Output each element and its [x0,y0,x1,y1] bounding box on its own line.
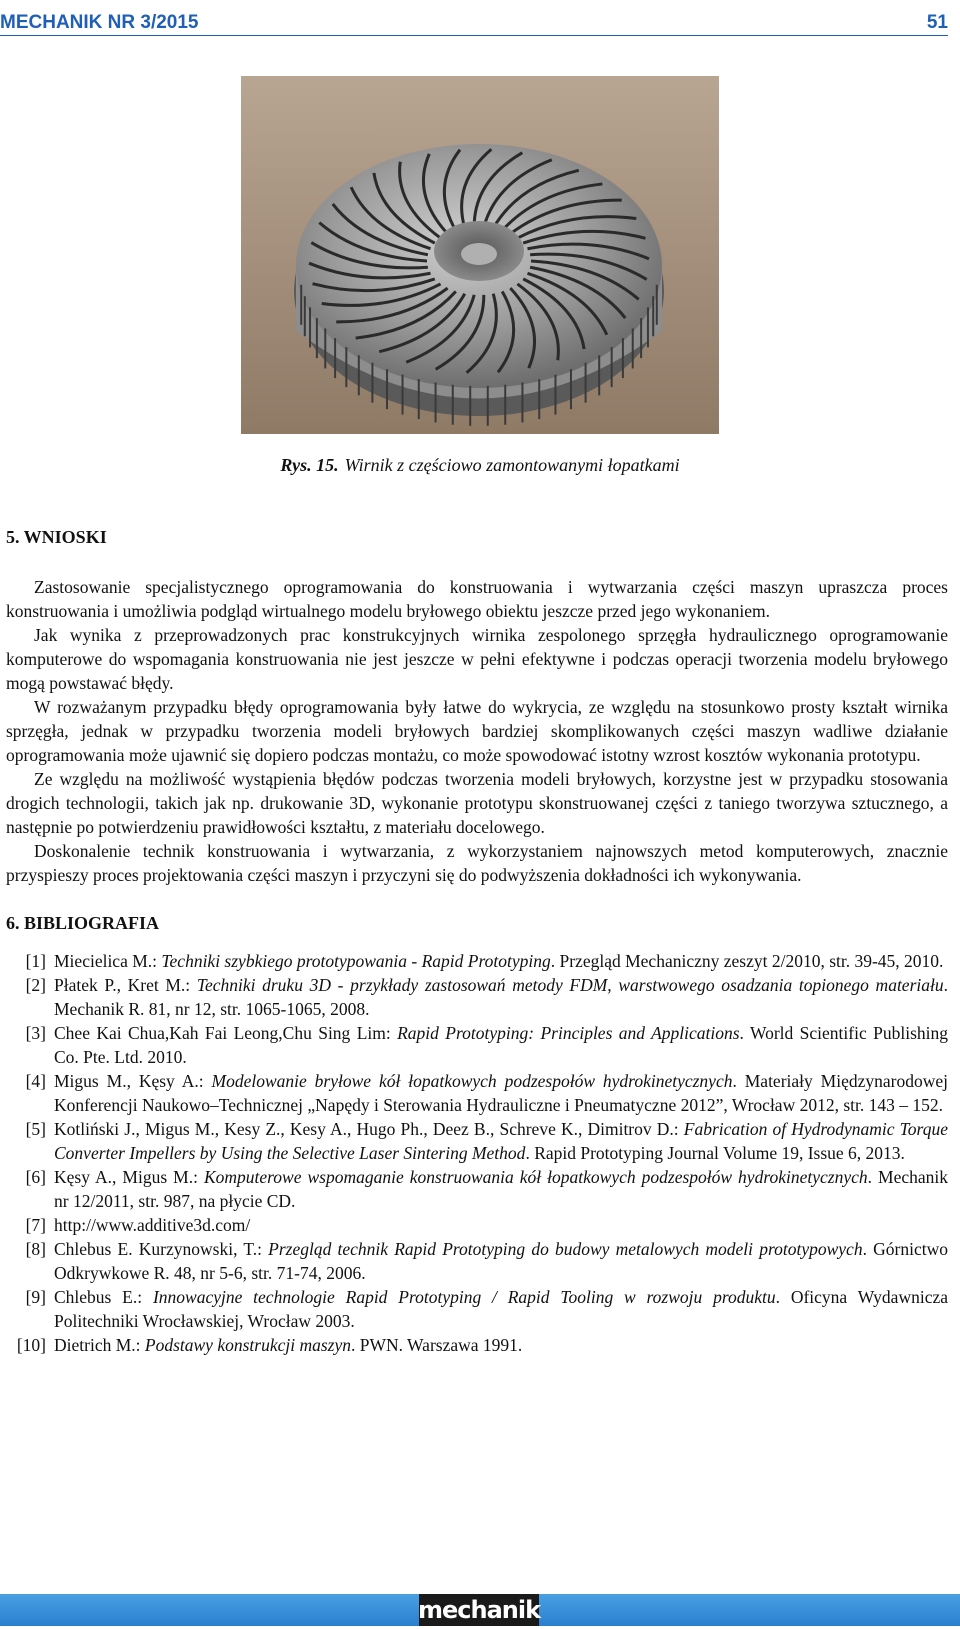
journal-issue: MECHANIK NR 3/2015 [0,12,199,33]
reference-authors: Chlebus E. Kurzynowski, T.: [54,1239,269,1259]
page-header [0,4,948,36]
figure-caption-text: Wirnik z częściowo zamontowanymi łopatkami [344,455,680,475]
paragraph: Ze względu na możliwość wystąpienia błędów podczas tworzenia modeli bryłowych, korzystne jest w przypadku stosowania drogich technologii, takich jak np. drukowanie 3D, wykonanie prototypu skonstruowanej części z taniego tworzywa sztucznego, a następnie po potwierdzeniu prawidłowości kształtu, z materiału docelowego. [6,769,948,837]
reference-authors: Migus M., Kęsy A.: [54,1071,212,1091]
reference-authors: Miecielica M.: [54,951,162,971]
reference-number: [10] [16,1335,46,1355]
reference-item [6,1213,948,1237]
reference-item [6,973,948,1021]
reference-authors: Chee Kai Chua,Kah Fai Leong,Chu Sing Lim: [54,1023,398,1043]
reference-link[interactable]: http://www.additive3d.com/ [54,1215,251,1235]
reference-item [6,1117,948,1165]
reference-details: . Rapid Prototyping Journal Volume 19, Issue 6, 2013. [525,1143,905,1163]
reference-title: Innowacyjne technologie Rapid Prototyping / Rapid Tooling w rozwoju produktu [152,1287,776,1307]
reference-authors: Kęsy A., Migus M.: [54,1167,204,1187]
reference-number: [4] [25,1071,46,1091]
reference-details: . Mechanik nr 12/2011, str. 987, na płycie CD. [54,1167,948,1211]
reference-number: [7] [25,1215,46,1235]
bibliography-list [6,949,948,1357]
section-title-bibliography: 6. BIBLIOGRAFIA [6,913,160,933]
figure-label: Rys. 15. [280,455,339,475]
reference-number: [2] [25,975,46,995]
impeller-photo [241,76,719,434]
reference-authors: Dietrich M.: [54,1335,145,1355]
paragraph: Doskonalenie technik konstruowania i wytwarzania, z wykorzystaniem najnowszych metod komputerowych, znacznie przyspieszy proces projektowania części maszyn i przyczyni się do podwyższenia dokładności ich wykonywania. [6,841,948,885]
reference-title: Modelowanie bryłowe kół łopatkowych podzespołów hydrokinetycznych [211,1071,733,1091]
reference-item [6,1285,948,1333]
reference-item [6,1069,948,1117]
reference-title: Techniki druku 3D - przykłady zastosowań metody FDM, warstwowego osadzania topionego materiału [196,975,944,995]
article-body [6,525,948,1357]
paragraph: W rozważanym przypadku błędy oprogramowania były łatwe do wykrycia, ze względu na stosunkowo prosty kształt wirnika sprzęgła, jednak w przypadku tworzenia modeli bryłowych bardziej skomplikowanych części maszyn wadliwe działanie oprogramowania może ujawnić się dopiero podczas montażu, co może spowodować istotny wzrost kosztów wykonania prototypu. [6,697,948,765]
reference-authors: Płatek P., Kret M.: [54,975,197,995]
reference-title: Rapid Prototyping: Principles and Applications [397,1023,740,1043]
reference-details: . Oficyna Wydawnicza Politechniki Wrocławskiej, Wrocław 2003. [54,1287,948,1331]
reference-details: . Materiały Międzynarodowej Konferencji Naukowo–Technicznej „Napędy i Sterowania Hydrauliczne i Pneumatyczne 2012”, Wrocław 2012, str. 143 – 152. [54,1071,948,1115]
page-number: 51 [926,12,948,33]
reference-details: . Mechanik R. 81, nr 12, str. 1065-1065, 2008. [54,975,948,1019]
reference-item [6,949,948,973]
reference-item [6,1021,948,1069]
paragraph: Jak wynika z przeprowadzonych prac konstrukcyjnych wirnika zespolonego sprzęgła hydraulicznego oprogramowanie komputerowe do wspomagania konstruowania nie jest jeszcze w pełni efektywne i podczas operacji tworzenia modelu bryłowego mogą powstawać błędy. [6,625,948,693]
reference-item [6,1333,948,1357]
reference-item [6,1237,948,1285]
reference-number: [1] [25,951,46,971]
paragraph: Zastosowanie specjalistycznego oprogramowania do konstruowania i wytwarzania części maszyn upraszcza proces konstruowania i umożliwia podgląd wirtualnego modelu bryłowego obiektu jeszcze przed jego wykonaniem. [6,577,948,621]
reference-title: Podstawy konstrukcji maszyn [144,1335,351,1355]
reference-authors: Chlebus E.: [54,1287,153,1307]
reference-number: [6] [25,1167,46,1187]
reference-number: [5] [25,1119,46,1139]
reference-number: [8] [25,1239,46,1259]
mechanik-logo: mechanik [417,1596,541,1624]
figure-caption [0,455,960,476]
reference-details: . PWN. Warszawa 1991. [350,1335,523,1355]
reference-title: Fabrication of Hydrodynamic Torque Converter Impellers by Using the Selective Laser Sintering Method [54,1119,948,1163]
reference-details: . Przegląd Mechaniczny zeszyt 2/2010, str. 39-45, 2010. [550,951,944,971]
reference-title: Techniki szybkiego prototypowania - Rapid Prototyping [161,951,551,971]
reference-details: . World Scientific Publishing Co. Pte. Ltd. 2010. [54,1023,948,1067]
impeller-illustration [241,76,719,434]
reference-title: Komputerowe wspomaganie konstruowania kół łopatkowych podzespołów hydrokinetycznych [203,1167,868,1187]
reference-authors: Kotliński J., Migus M., Kesy Z., Kesy A., Hugo Ph., Deez B., Schreve K., Dimitrov D.: [54,1119,684,1139]
reference-title: Przegląd technik Rapid Prototyping do budowy metalowych modeli prototypowych [268,1239,863,1259]
reference-item [6,1165,948,1213]
section-title-conclusions: 5. WNIOSKI [6,527,107,547]
reference-number: [9] [25,1287,46,1307]
reference-details: . Górnictwo Odkrywkowe R. 48, nr 5-6, str. 71-74, 2006. [54,1239,948,1283]
reference-number: [3] [25,1023,46,1043]
